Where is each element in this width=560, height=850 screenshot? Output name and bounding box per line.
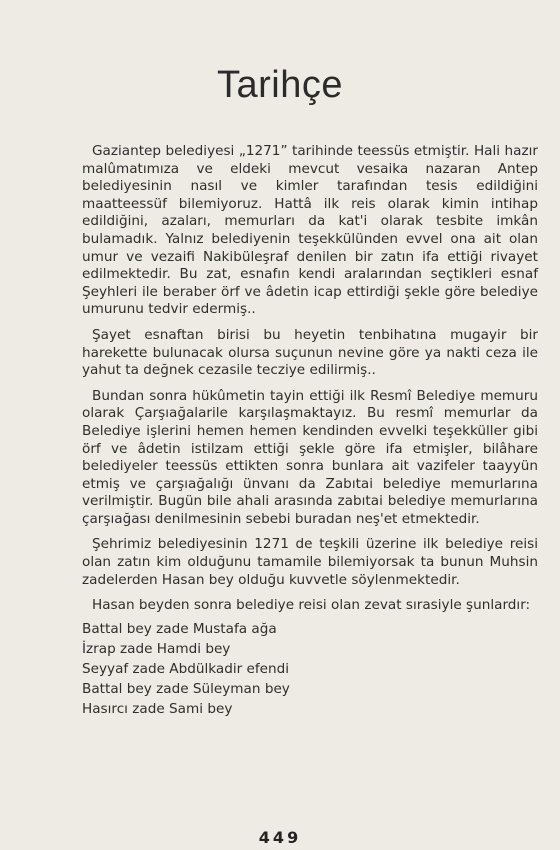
list-item: Battal bey zade Mustafa ağa bbox=[82, 620, 277, 637]
page-number: 449 bbox=[258, 828, 302, 847]
page-title: Tarihçe bbox=[217, 64, 343, 106]
paragraph-5: Hasan beyden sonra belediye reisi olan zevat sırasiyle şunlardır: bbox=[92, 597, 531, 614]
list-item: Battal bey zade Süleyman bey bbox=[82, 680, 290, 697]
list-item: Hasırcı zade Sami bey bbox=[82, 700, 233, 717]
page-body bbox=[82, 143, 538, 719]
paragraph-4: Şehrimiz belediyesinin 1271 de teşkili üzerine ilk belediye reisi olan zatın kim olduğunu tamamile bilemiyorsak ta bunun Muhsin zadelerden Hasan bey olduğu kuvvetle söylenmektedir. bbox=[82, 536, 538, 588]
list-item: Seyyaf zade Abdülkadir efendi bbox=[82, 660, 290, 677]
list-item: İzrap zade Hamdi bey bbox=[82, 640, 231, 657]
paragraph-1: Gaziantep belediyesi „1271” tarihinde teessüs etmiştir. Hali hazır malûmatımıza ve eldeki mevcut vesaika nazaran Antep belediyesinin nasıl ve kimler tarafından tesis edildiğini maatteessüf bilemiyoruz. Hattâ ilk reis olarak kimin intihap edildiğini, azaları, memurları da kat'i olarak tesbite imkân bulamadık. Yalnız belediyenin teşekkülünden evvel ona ait olan umur ve vezaifi Nakibüleşraf denilen bir zatın ifa ettiği rivayet edilmektedir. Bu zat, esnafın kendi aralarından seçtikleri esnaf Şeyhleri ile beraber örf ve âdetin icap ettirdiği şekle göre belediye umurunu tedvir edermiş.. bbox=[82, 143, 538, 318]
paragraph-3: Bundan sonra hükûmetin tayin ettiği ilk Resmî Belediye memuru olarak Çarşıağalarile karşılaşmaktayız. Bu resmî memurlar da Belediye işlerini hemen hemen kendinden evvelki teşekküller gibi örf ve âdetin istilzam ettiği şekle göre ifa etmişler, bilâhare belediyeler teessüs ettikten sonra bunlara ait vazifeler taayyün etmiş ve çarşıağalığı ünvanı da Zabıtai belediye memurlarına verilmiştir. Bugün bile ahali arasında zabıtai belediye memurlarına çarşıağası denilmesinin sebebi buradan neş'et etmektedir. bbox=[82, 387, 538, 527]
paragraph-2: Şayet esnaftan birisi bu heyetin tenbihatına mugayir bir harekette bulunacak olursa suçunun nevine göre ya nakti ceza ile yahut ta değnek cezasile tecziye edilirmiş.. bbox=[82, 326, 538, 379]
mayor-list bbox=[82, 619, 538, 719]
